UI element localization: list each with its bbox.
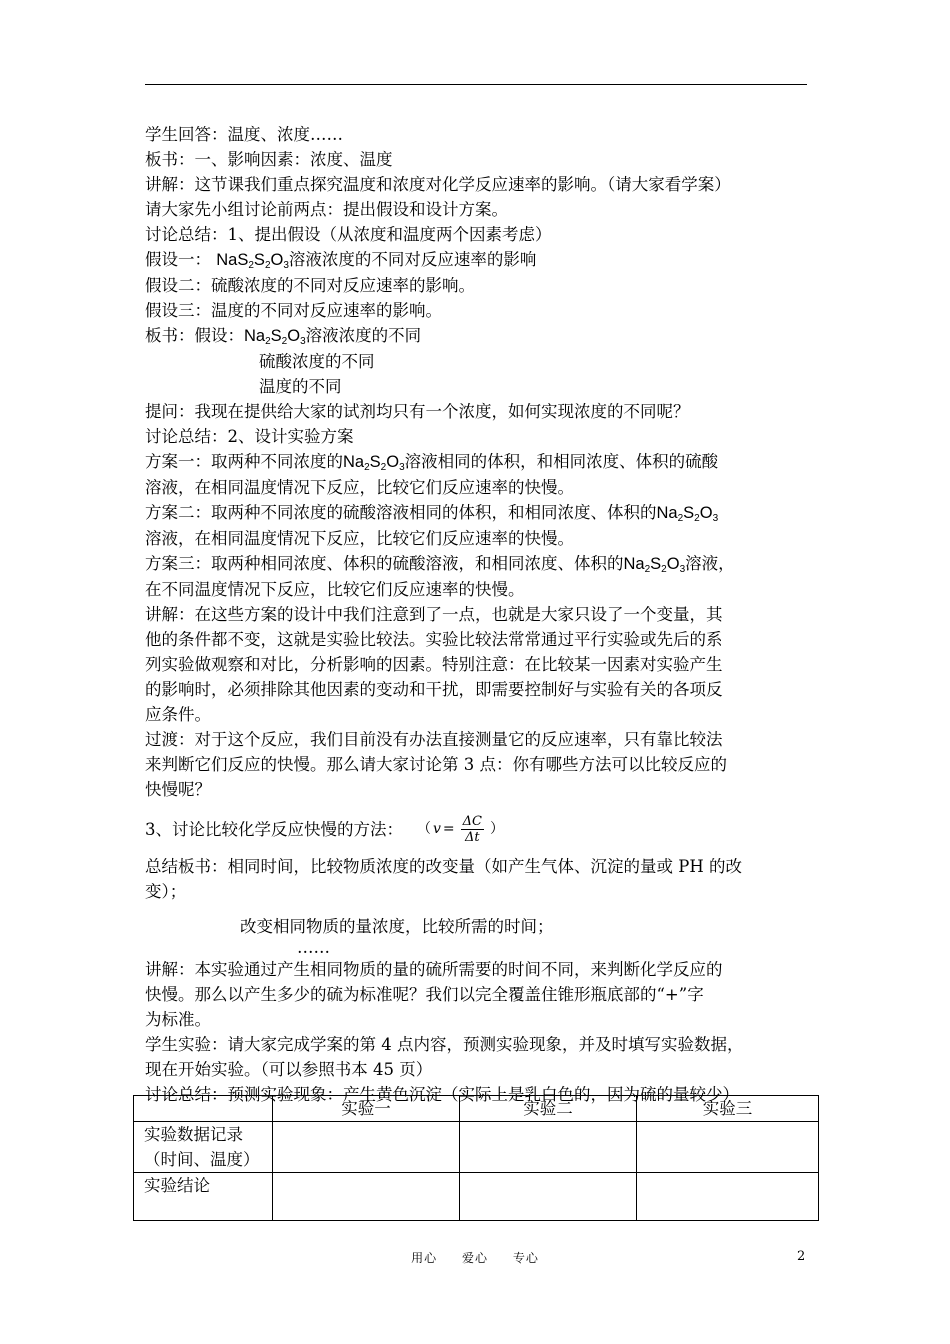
text-line: 快慢呢？ xyxy=(145,780,211,799)
text-line: 板书：一、影响因素：浓度、温度 xyxy=(145,150,393,169)
row-label-line: 实验数据记录 xyxy=(144,1125,243,1144)
footer-text: 用心 xyxy=(411,1251,438,1265)
plan-3 xyxy=(145,551,815,577)
formula-equals: = xyxy=(442,820,455,837)
text-line: 硫酸浓度的不同 xyxy=(259,352,375,371)
text-line: 改变相同物质的量浓度，比较所需的时间； xyxy=(240,917,554,936)
text-line: 变）； xyxy=(145,882,187,901)
board-hypothesis xyxy=(145,323,815,349)
text-fragment: 方案三：取两种相同浓度、体积的硫酸溶液，和相同浓度、体积的 xyxy=(145,554,624,573)
table-cell[interactable] xyxy=(637,1122,819,1173)
text-line: 在不同温度情况下反应，比较它们反应速率的快慢。 xyxy=(145,580,525,599)
text-line: 现在开始实验。（可以参照书本 45 页） xyxy=(145,1060,433,1079)
text-line: …… xyxy=(297,938,330,957)
chemical-formula: $Na_2S_2O_3$ xyxy=(623,555,686,575)
text-line: 假设三：温度的不同对反应速率的影响。 xyxy=(145,301,442,320)
row-label xyxy=(134,1122,273,1173)
table-header-cell: 实验二 xyxy=(460,1096,637,1122)
page-footer xyxy=(0,1249,950,1266)
text-fragment: 板书：假设： xyxy=(145,326,244,345)
chemical-formula: $NaS_2S_2O_3$ xyxy=(216,251,289,271)
text-line: 总结板书：相同时间，比较物质浓度的改变量（如产生气体、沉淀的量或 PH 的改 xyxy=(145,857,742,876)
chemical-formula: $Na_2S_2O_3$ xyxy=(343,453,405,473)
text-line: 列实验做观察和对比，分析影响的因素。特别注意：在比较某一因素对实验产生 xyxy=(145,655,723,674)
open-paren: （ xyxy=(417,820,431,837)
hypothesis-1 xyxy=(145,247,815,273)
row-label xyxy=(134,1173,273,1221)
row-label-line: （时间、温度） xyxy=(144,1150,260,1169)
chemical-formula: $Na_2S_2O_3$ xyxy=(244,327,306,347)
text-line: 讲解：这节课我们重点探究温度和浓度对化学反应速率的影响。（请大家看学案） xyxy=(145,175,731,194)
table-cell[interactable] xyxy=(273,1122,460,1173)
table-cell[interactable] xyxy=(273,1173,460,1221)
text-fragment: 溶液， xyxy=(685,554,735,573)
text-line: 为标准。 xyxy=(145,1010,211,1029)
text-line: 快慢。那么以产生多少的硫为标准呢？我们以完全覆盖住锥形瓶底部的“+”字 xyxy=(145,985,704,1004)
page-number: 2 xyxy=(797,1249,806,1264)
text-line: 讲解：在这些方案的设计中我们注意到了一点，也就是大家只设了一个变量，其 xyxy=(145,605,723,624)
plan-2 xyxy=(145,500,815,526)
table-header-cell: 实验一 xyxy=(273,1096,460,1122)
text-fragment: 溶液相同的体积，和相同浓度、体积的硫酸 xyxy=(404,452,719,471)
header-rule xyxy=(145,84,807,85)
text-line: 温度的不同 xyxy=(259,377,342,396)
text-line: 应条件。 xyxy=(145,705,211,724)
text-fragment: 方案二：取两种不同浓度的硫酸溶液相同的体积，和相同浓度、体积的 xyxy=(145,503,657,522)
text-line: 过渡：对于这个反应，我们目前没有办法直接测量它的反应速率，只有靠比较法 xyxy=(145,730,723,749)
plan-1 xyxy=(145,449,815,475)
table-cell[interactable] xyxy=(460,1122,637,1173)
text-line: 溶液，在相同温度情况下反应，比较它们反应速率的快慢。 xyxy=(145,478,574,497)
fraction-denominator: Δt xyxy=(465,829,480,845)
text-line: 请大家先小组讨论前两点：提出假设和设计方案。 xyxy=(145,200,508,219)
chemical-formula: $Na_2S_2O_3$ xyxy=(656,504,719,524)
text-line: 假设二：硫酸浓度的不同对反应速率的影响。 xyxy=(145,276,475,295)
text-fragment: 溶液浓度的不同 xyxy=(305,326,422,345)
text-line: 讨论总结：2、设计实验方案 xyxy=(145,427,354,446)
rate-formula-line xyxy=(145,804,815,854)
footer-text: 爱心 xyxy=(461,1251,488,1265)
text-line: 的影响时，必须排除其他因素的变动和干扰，即需要控制好与实验有关的各项反 xyxy=(145,680,723,699)
footer-text: 专心 xyxy=(512,1251,539,1265)
text-line: 讨论总结：1、提出假设（从浓度和温度两个因素考虑） xyxy=(145,225,552,244)
fraction-numerator: ΔC xyxy=(462,813,482,829)
row-label-line: 实验结论 xyxy=(144,1176,210,1195)
table-row xyxy=(134,1173,819,1221)
text-line: 他的条件都不变，这就是实验比较法。实验比较法常常通过平行实验或先后的系 xyxy=(145,630,723,649)
text-line: 学生回答：温度、浓度…… xyxy=(145,125,343,144)
document-body xyxy=(145,122,815,1107)
text-line: 讨论总结：预测实验现象：产生黄色沉淀（实际上是乳白色的，因为硫的量较少） xyxy=(145,1085,739,1104)
text-fragment: 假设一： xyxy=(145,250,217,269)
text-line: 学生实验：请大家完成学案的第 4 点内容，预测实验现象，并及时填写实验数据， xyxy=(145,1035,744,1054)
text-fragment: 方案一：取两种不同浓度的 xyxy=(145,452,343,471)
formula-v: v xyxy=(433,820,441,837)
close-paren: ） xyxy=(490,820,504,837)
table-header-cell: 实验三 xyxy=(637,1096,819,1122)
table-header-row xyxy=(134,1096,819,1122)
text-fragment: 3、讨论比较化学反应快慢的方法： xyxy=(145,819,403,839)
rate-fraction xyxy=(461,814,484,845)
table-cell[interactable] xyxy=(460,1173,637,1221)
text-line: 提问：我现在提供给大家的试剂均只有一个浓度，如何实现浓度的不同呢？ xyxy=(145,402,690,421)
text-line: 溶液，在相同温度情况下反应，比较它们反应速率的快慢。 xyxy=(145,529,574,548)
table-header-cell xyxy=(134,1096,273,1122)
text-line: 来判断它们反应的快慢。那么请大家讨论第 3 点：你有哪些方法可以比较反应的 xyxy=(145,755,727,774)
text-line: 讲解：本实验通过产生相同物质的量的硫所需要的时间不同，来判断化学反应的 xyxy=(145,960,723,979)
text-fragment: 溶液浓度的不同对反应速率的影响 xyxy=(288,250,537,269)
table-row xyxy=(134,1122,819,1173)
table-cell[interactable] xyxy=(637,1173,819,1221)
experiment-table xyxy=(133,1095,819,1221)
